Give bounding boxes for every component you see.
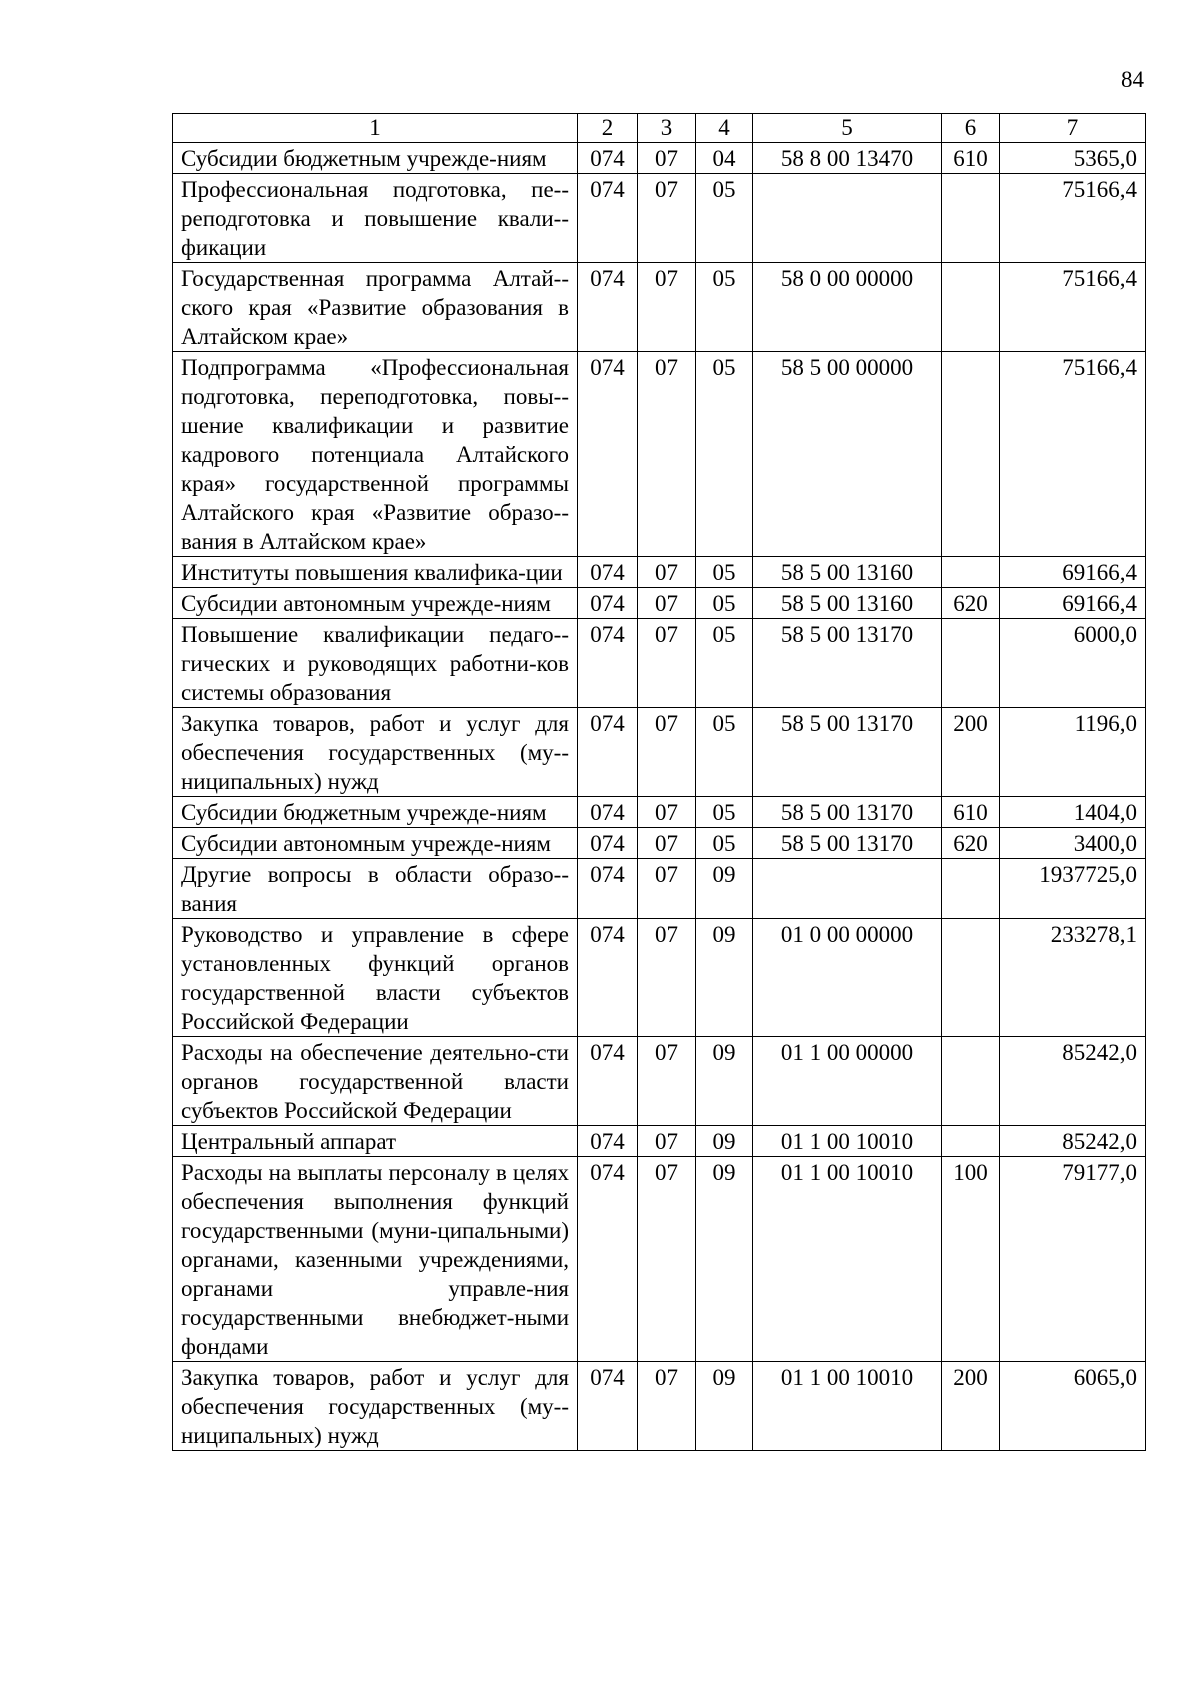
cell-subsection: 09 [696, 1037, 753, 1126]
cell-grbs: 074 [578, 797, 638, 828]
cell-expense-type [942, 1037, 1000, 1126]
cell-subsection: 05 [696, 352, 753, 557]
header-col-6: 6 [942, 114, 1000, 143]
cell-section: 07 [638, 1037, 696, 1126]
cell-name: Институты повышения квалифика-ции [173, 557, 578, 588]
cell-target-article [753, 859, 942, 919]
cell-subsection: 09 [696, 1126, 753, 1157]
cell-subsection: 05 [696, 828, 753, 859]
table-row [173, 263, 1146, 352]
cell-name: Повышение квалификации педаго-гических и руководящих работни-ков системы образования [173, 619, 578, 708]
cell-grbs: 074 [578, 557, 638, 588]
cell-name: Расходы на обеспечение деятельно-сти органов государственной власти субъектов Российской Федерации [173, 1037, 578, 1126]
cell-amount: 75166,4 [1000, 352, 1146, 557]
header-col-5: 5 [753, 114, 942, 143]
header-col-3: 3 [638, 114, 696, 143]
cell-section: 07 [638, 859, 696, 919]
cell-section: 07 [638, 352, 696, 557]
cell-section: 07 [638, 1126, 696, 1157]
cell-expense-type: 610 [942, 143, 1000, 174]
cell-subsection: 09 [696, 1157, 753, 1362]
table-body [173, 143, 1146, 1451]
table-row [173, 708, 1146, 797]
cell-grbs: 074 [578, 263, 638, 352]
cell-expense-type [942, 619, 1000, 708]
cell-section: 07 [638, 797, 696, 828]
cell-target-article: 58 5 00 13160 [753, 557, 942, 588]
cell-name: Профессиональная подготовка, пе-реподготовка и повышение квали-фикации [173, 174, 578, 263]
cell-section: 07 [638, 1157, 696, 1362]
cell-grbs: 074 [578, 619, 638, 708]
cell-target-article: 58 0 00 00000 [753, 263, 942, 352]
cell-grbs: 074 [578, 1157, 638, 1362]
cell-grbs: 074 [578, 1126, 638, 1157]
cell-expense-type: 200 [942, 1362, 1000, 1451]
cell-name: Субсидии бюджетным учрежде-ниям [173, 797, 578, 828]
cell-amount: 69166,4 [1000, 588, 1146, 619]
cell-amount: 6000,0 [1000, 619, 1146, 708]
cell-amount: 69166,4 [1000, 557, 1146, 588]
cell-expense-type: 610 [942, 797, 1000, 828]
cell-expense-type: 200 [942, 708, 1000, 797]
table-row [173, 1126, 1146, 1157]
cell-section: 07 [638, 557, 696, 588]
cell-amount: 233278,1 [1000, 919, 1146, 1037]
cell-target-article: 01 1 00 00000 [753, 1037, 942, 1126]
cell-section: 07 [638, 174, 696, 263]
cell-target-article: 01 1 00 10010 [753, 1362, 942, 1451]
cell-target-article: 58 5 00 13170 [753, 828, 942, 859]
cell-grbs: 074 [578, 1037, 638, 1126]
cell-subsection: 05 [696, 557, 753, 588]
cell-expense-type [942, 174, 1000, 263]
table-row [173, 1037, 1146, 1126]
cell-subsection: 09 [696, 859, 753, 919]
cell-grbs: 074 [578, 174, 638, 263]
cell-amount: 3400,0 [1000, 828, 1146, 859]
cell-name: Закупка товаров, работ и услуг для обеспечения государственных (му-ниципальных) нужд [173, 708, 578, 797]
cell-grbs: 074 [578, 828, 638, 859]
cell-subsection: 05 [696, 797, 753, 828]
cell-section: 07 [638, 263, 696, 352]
cell-subsection: 05 [696, 619, 753, 708]
cell-name: Центральный аппарат [173, 1126, 578, 1157]
budget-table [172, 113, 1146, 1451]
cell-section: 07 [638, 588, 696, 619]
cell-section: 07 [638, 619, 696, 708]
cell-name: Закупка товаров, работ и услуг для обеспечения государственных (му-ниципальных) нужд [173, 1362, 578, 1451]
table-row [173, 859, 1146, 919]
cell-subsection: 09 [696, 919, 753, 1037]
cell-amount: 1196,0 [1000, 708, 1146, 797]
cell-subsection: 09 [696, 1362, 753, 1451]
cell-section: 07 [638, 708, 696, 797]
cell-section: 07 [638, 828, 696, 859]
page-number: 84 [1121, 67, 1144, 92]
cell-section: 07 [638, 143, 696, 174]
table-row [173, 588, 1146, 619]
cell-name: Субсидии автономным учрежде-ниям [173, 588, 578, 619]
cell-amount: 5365,0 [1000, 143, 1146, 174]
cell-expense-type [942, 263, 1000, 352]
cell-target-article: 58 5 00 13160 [753, 588, 942, 619]
table-row [173, 174, 1146, 263]
cell-target-article: 01 0 00 00000 [753, 919, 942, 1037]
cell-target-article: 01 1 00 10010 [753, 1126, 942, 1157]
table-row [173, 1362, 1146, 1451]
cell-expense-type: 620 [942, 828, 1000, 859]
cell-name: Другие вопросы в области образо-вания [173, 859, 578, 919]
cell-amount: 1404,0 [1000, 797, 1146, 828]
table-row [173, 828, 1146, 859]
cell-target-article [753, 174, 942, 263]
cell-expense-type: 100 [942, 1157, 1000, 1362]
cell-expense-type [942, 352, 1000, 557]
cell-grbs: 074 [578, 588, 638, 619]
cell-target-article: 58 8 00 13470 [753, 143, 942, 174]
cell-name: Субсидии бюджетным учрежде-ниям [173, 143, 578, 174]
cell-expense-type [942, 859, 1000, 919]
cell-subsection: 04 [696, 143, 753, 174]
cell-grbs: 074 [578, 143, 638, 174]
cell-section: 07 [638, 919, 696, 1037]
cell-name: Подпрограмма «Профессиональная подготовка, переподготовка, повы-шение квалификации и развитие кадрового потенциала Алтайского края» государственной программы Алтайского края «Развитие образо-вания в Алтайском крае» [173, 352, 578, 557]
cell-grbs: 074 [578, 919, 638, 1037]
cell-subsection: 05 [696, 263, 753, 352]
cell-name: Расходы на выплаты персоналу в целях обеспечения выполнения функций государственными (муни-ципальными) органами, казенными учреждениями, органами управле-ния государственными внебюджет-ными фондами [173, 1157, 578, 1362]
cell-name: Руководство и управление в сфере установленных функций органов государственной власти субъектов Российской Федерации [173, 919, 578, 1037]
cell-expense-type: 620 [942, 588, 1000, 619]
cell-grbs: 074 [578, 352, 638, 557]
table-row [173, 797, 1146, 828]
cell-target-article: 58 5 00 13170 [753, 708, 942, 797]
header-col-7: 7 [1000, 114, 1146, 143]
cell-amount: 75166,4 [1000, 263, 1146, 352]
cell-amount: 85242,0 [1000, 1126, 1146, 1157]
cell-expense-type [942, 557, 1000, 588]
cell-subsection: 05 [696, 588, 753, 619]
cell-target-article: 58 5 00 00000 [753, 352, 942, 557]
cell-grbs: 074 [578, 708, 638, 797]
table-row [173, 352, 1146, 557]
cell-section: 07 [638, 1362, 696, 1451]
cell-target-article: 58 5 00 13170 [753, 619, 942, 708]
table-row [173, 619, 1146, 708]
cell-amount: 1937725,0 [1000, 859, 1146, 919]
cell-subsection: 05 [696, 708, 753, 797]
table-row [173, 1157, 1146, 1362]
cell-subsection: 05 [696, 174, 753, 263]
table-row [173, 919, 1146, 1037]
header-row [173, 114, 1146, 143]
cell-amount: 85242,0 [1000, 1037, 1146, 1126]
header-col-1: 1 [173, 114, 578, 143]
cell-target-article: 01 1 00 10010 [753, 1157, 942, 1362]
header-col-2: 2 [578, 114, 638, 143]
cell-target-article: 58 5 00 13170 [753, 797, 942, 828]
cell-name: Субсидии автономным учрежде-ниям [173, 828, 578, 859]
header-col-4: 4 [696, 114, 753, 143]
cell-expense-type [942, 919, 1000, 1037]
cell-grbs: 074 [578, 1362, 638, 1451]
table-row [173, 557, 1146, 588]
cell-expense-type [942, 1126, 1000, 1157]
cell-grbs: 074 [578, 859, 638, 919]
cell-amount: 79177,0 [1000, 1157, 1146, 1362]
cell-amount: 6065,0 [1000, 1362, 1146, 1451]
cell-name: Государственная программа Алтай-ского края «Развитие образования в Алтайском крае» [173, 263, 578, 352]
cell-amount: 75166,4 [1000, 174, 1146, 263]
table-row [173, 143, 1146, 174]
table-header [173, 114, 1146, 143]
